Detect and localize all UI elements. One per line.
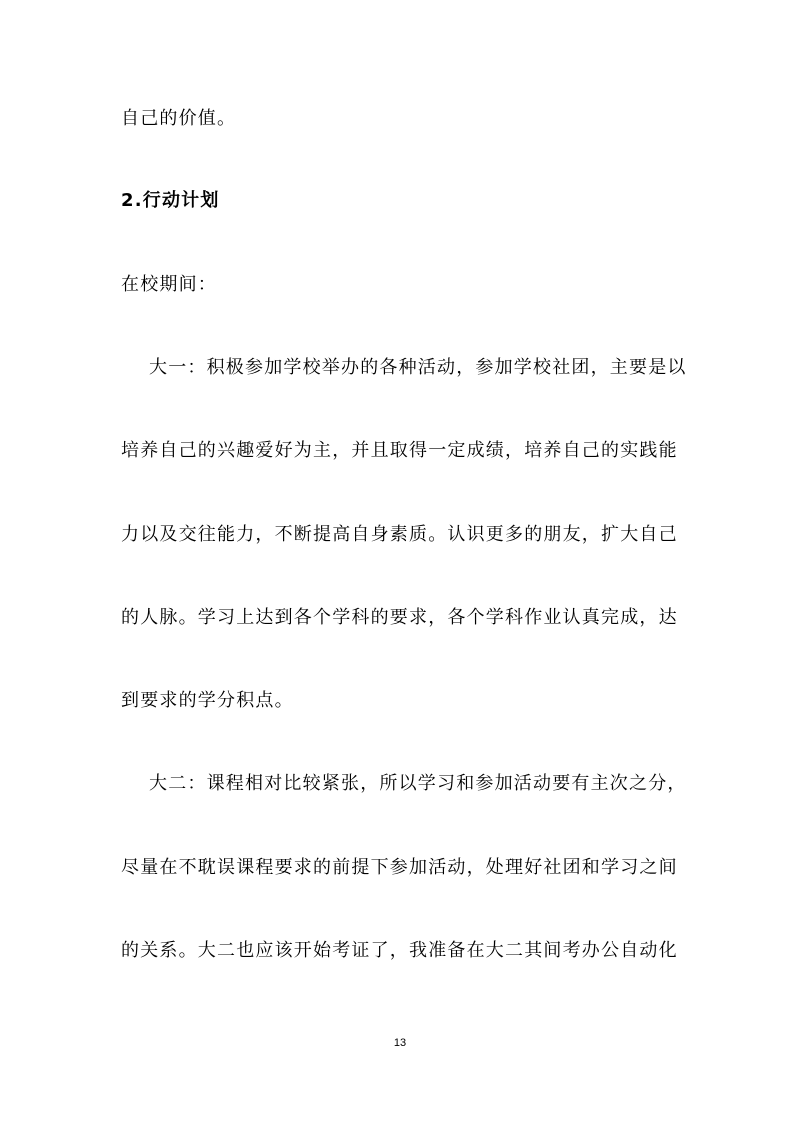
continuation-line: 自己的价值。 bbox=[121, 108, 237, 129]
paragraph-line: 力以及交往能力，不断提高自身素质。认识更多的朋友，扩大自己 bbox=[121, 524, 678, 545]
paragraph-line: 培养自己的兴趣爱好为主，并且取得一定成绩，培养自己的实践能 bbox=[121, 440, 678, 461]
period-label: 在校期间： bbox=[121, 274, 217, 295]
paragraph-line: 到要求的学分积点。 bbox=[121, 690, 294, 711]
paragraph-line: 大一：积极参加学校举办的各种活动，参加学校社团，主要是以 bbox=[149, 357, 687, 378]
section-heading: 2.行动计划 bbox=[121, 190, 220, 211]
paragraph-line: 大二：课程相对比较紧张，所以学习和参加活动要有主次之分， bbox=[149, 773, 687, 794]
paragraph-line: 尽量在不耽误课程要求的前提下参加活动，处理好社团和学习之间 bbox=[121, 857, 678, 878]
page-number: 13 bbox=[393, 1037, 407, 1049]
paragraph-line: 的关系。大二也应该开始考证了，我准备在大二其间考办公自动化 bbox=[121, 940, 678, 961]
paragraph-line: 的人脉。学习上达到各个学科的要求，各个学科作业认真完成，达 bbox=[121, 607, 678, 628]
